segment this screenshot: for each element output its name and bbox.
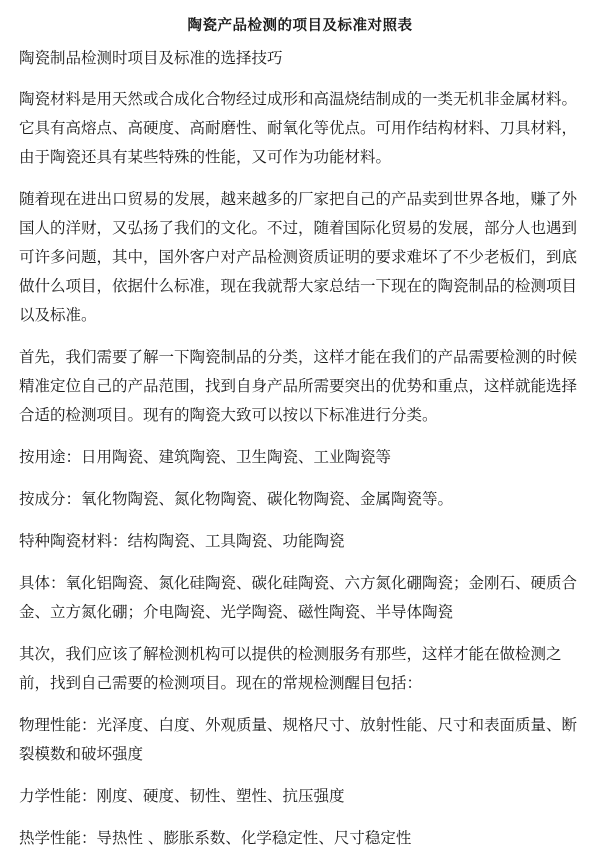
paragraph-trade: 随着现在进出口贸易的发展，越来越多的厂家把自己的产品卖到世界各地，赚了外国人的洋财，又弘扬了我们的文化。不过，随着国际化贸易的发展，部分人也遇到可许多问题，其中，国外客户对产品检测资质证明的要求难坏了不少老板们，到底做什么项目，依据什么标准，现在我就帮大家总结一下现在的陶瓷制品的检测项目以及标准。 xyxy=(19,190,578,324)
paragraph-mechanical-properties: 力学性能：刚度、硬度、韧性、塑性、抗压强度 xyxy=(19,787,345,805)
paragraph-by-composition: 按成分：氧化物陶瓷、氮化物陶瓷、碳化物陶瓷、金属陶瓷等。 xyxy=(19,490,454,508)
article-body xyxy=(19,44,584,866)
page-title: 陶瓷产品检测的项目及标准对照表 xyxy=(187,18,413,34)
article-subtitle: 陶瓷制品检测时项目及标准的选择技巧 xyxy=(19,49,283,67)
paragraph-by-usage: 按用途：日用陶瓷、建筑陶瓷、卫生陶瓷、工业陶瓷等 xyxy=(19,448,392,466)
paragraph-testing-services: 其次，我们应该了解检测机构可以提供的检测服务有那些，这样才能在做检测之前，找到自己需要的检测项目。现在的常规检测醒目包括： xyxy=(19,645,562,692)
paragraph-thermal-properties: 热学性能：导热性 、膨胀系数、化学稳定性、尺寸稳定性 xyxy=(19,829,412,847)
paragraph-special-ceramics: 特种陶瓷材料：结构陶瓷、工具陶瓷、功能陶瓷 xyxy=(19,532,345,550)
paragraph-specific-types: 具体：氧化铝陶瓷、氮化硅陶瓷、碳化硅陶瓷、六方氮化硼陶瓷；金刚石、硬质合金、立方氮化硼；介电陶瓷、光学陶瓷、磁性陶瓷、半导体陶瓷 xyxy=(19,574,578,621)
paragraph-classification: 首先，我们需要了解一下陶瓷制品的分类，这样才能在我们的产品需要检测的时候精准定位自己的产品范围，找到自身产品所需要突出的优势和重点，这样就能选择合适的检测项目。现有的陶瓷大致可以按以下标准进行分类。 xyxy=(19,348,578,424)
paragraph-physical-properties: 物理性能：光泽度、白度、外观质量、规格尺寸、放射性能、尺寸和表面质量、断裂模数和破坏强度 xyxy=(19,716,578,763)
paragraph-intro: 陶瓷材料是用天然或合成化合物经过成形和高温烧结制成的一类无机非金属材料。它具有高熔点、高硬度、高耐磨性、耐氧化等优点。可用作结构材料、刀具材料，由于陶瓷还具有某些特殊的性能，又可作为功能材料。 xyxy=(19,90,578,166)
